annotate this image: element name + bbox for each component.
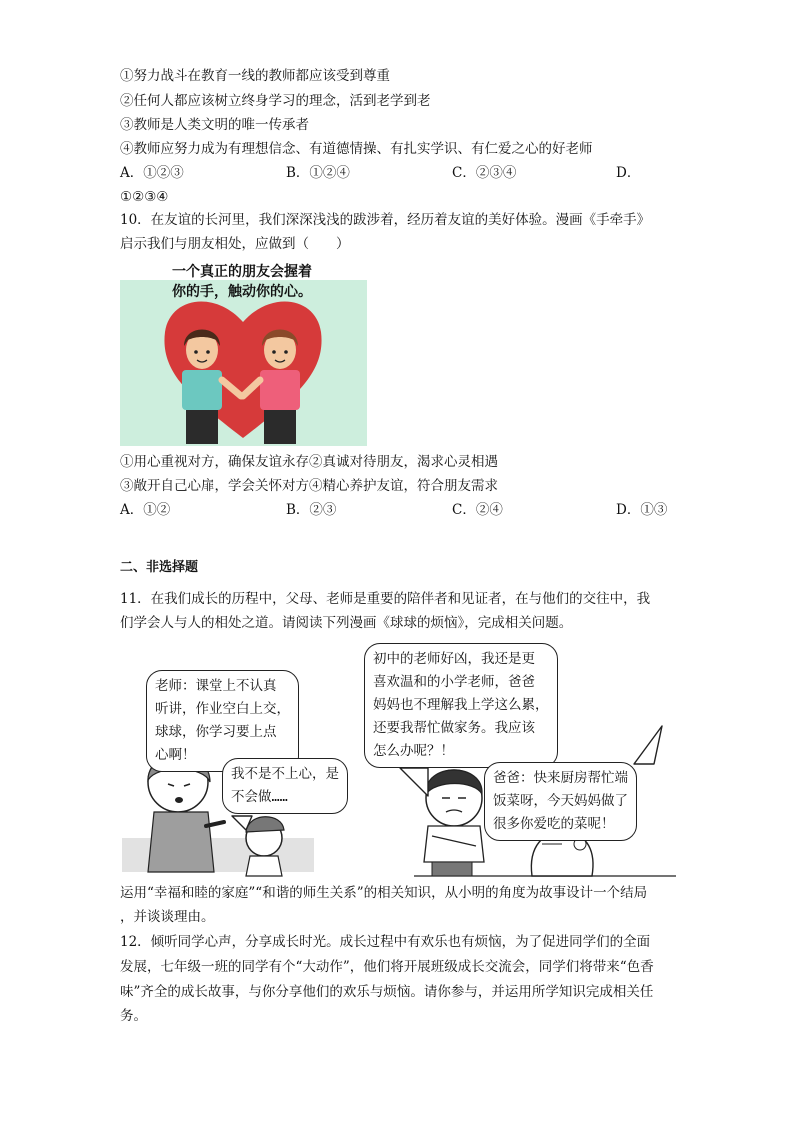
- q10-stem-line1: 10．在友谊的长河里，我们深深浅浅的跋涉着，经历着友谊的美好体验。漫画《手牵手》: [120, 212, 651, 228]
- q10-stem-line2: 启示我们与朋友相处，应做到（ ）: [120, 236, 350, 252]
- hand-in-hand-comic: [120, 262, 367, 446]
- q12-line-1: 12．倾听同学心声，分享成长时光。成长过程中有欢乐也有烦恼，为了促进同学们的全面: [120, 934, 651, 950]
- q10-option-c[interactable]: C．②④: [452, 502, 503, 518]
- q12-line-4: 务。: [120, 1008, 147, 1024]
- teacher-speech-bubble: 老师：课堂上不认真 听讲，作业空白上交， 球球，你学习要上点 心啊！: [146, 670, 299, 772]
- qiuqiu-reply-bubble: 我不是不上心，是 不会做……: [222, 758, 348, 814]
- q12-line-2: 发展，七年级一班的同学有个“大动作”，他们将开展班级成长交流会，同学们将带来“色香: [120, 959, 654, 975]
- q9-statement-1: ①努力战斗在教育一线的教师都应该受到尊重: [120, 68, 390, 84]
- q11-stem-line1: 11．在我们成长的历程中，父母、老师是重要的陪伴者和见证者，在与他们的交往中，我: [120, 591, 651, 607]
- q10-statement-2: ③敞开自己心扉，学会关怀对方④精心养护友谊，符合朋友需求: [120, 478, 498, 494]
- q10-statement-1: ①用心重视对方，确保友谊永存②真诚对待朋友，渴求心灵相遇: [120, 454, 498, 470]
- q9-option-c[interactable]: C．②③④: [452, 165, 517, 181]
- q9-statement-3: ③教师是人类文明的唯一传承者: [120, 117, 309, 133]
- dad-speech-bubble: 爸爸：快来厨房帮忙端 饭菜呀，今天妈妈做了 很多你爱吃的菜呢！: [484, 762, 637, 841]
- q11-task-line1: 运用“幸福和睦的家庭”“和谐的师生关系”的相关知识，从小明的角度为故事设计一个结局: [120, 885, 648, 901]
- q10-option-d[interactable]: D．①③: [616, 502, 668, 518]
- q9-option-d-content: ①②③④: [120, 189, 169, 205]
- q9-statement-2: ②任何人都应该树立终身学习的理念，活到老学到老: [120, 93, 431, 109]
- q12-line-3: 味”齐全的成长故事，与你分享他们的欢乐与烦恼。请你参与，并运用所学知识完成相关任: [120, 984, 654, 1000]
- q9-option-a[interactable]: A．①②③: [120, 165, 184, 181]
- qiuqiu-comic: [118, 640, 678, 878]
- q11-stem-line2: 们学会人与人的相处之道。请阅读下列漫画《球球的烦恼》，完成相关问题。: [120, 615, 573, 631]
- qiuqiu-thought-bubble: 初中的老师好凶，我还是更 喜欢温和的小学老师，爸爸 妈妈也不理解我上学这么累， 还要我帮忙做家务。我应该 怎么办呢？！: [364, 643, 558, 768]
- q9-option-d[interactable]: D．: [616, 165, 641, 181]
- comic-caption: 一个真正的朋友会握着 你的手，触动你的心。: [172, 264, 312, 300]
- q10-option-a[interactable]: A．①②: [120, 502, 171, 518]
- q10-option-b[interactable]: B．②③: [286, 502, 337, 518]
- q11-task-line2: ，并谈谈理由。: [120, 909, 215, 925]
- q9-option-b[interactable]: B．①②④: [286, 165, 350, 181]
- section-title: 二、非选择题: [120, 560, 199, 575]
- q9-statement-4: ④教师应努力成为有理想信念、有道德情操、有扎实学识、有仁爱之心的好老师: [120, 141, 593, 157]
